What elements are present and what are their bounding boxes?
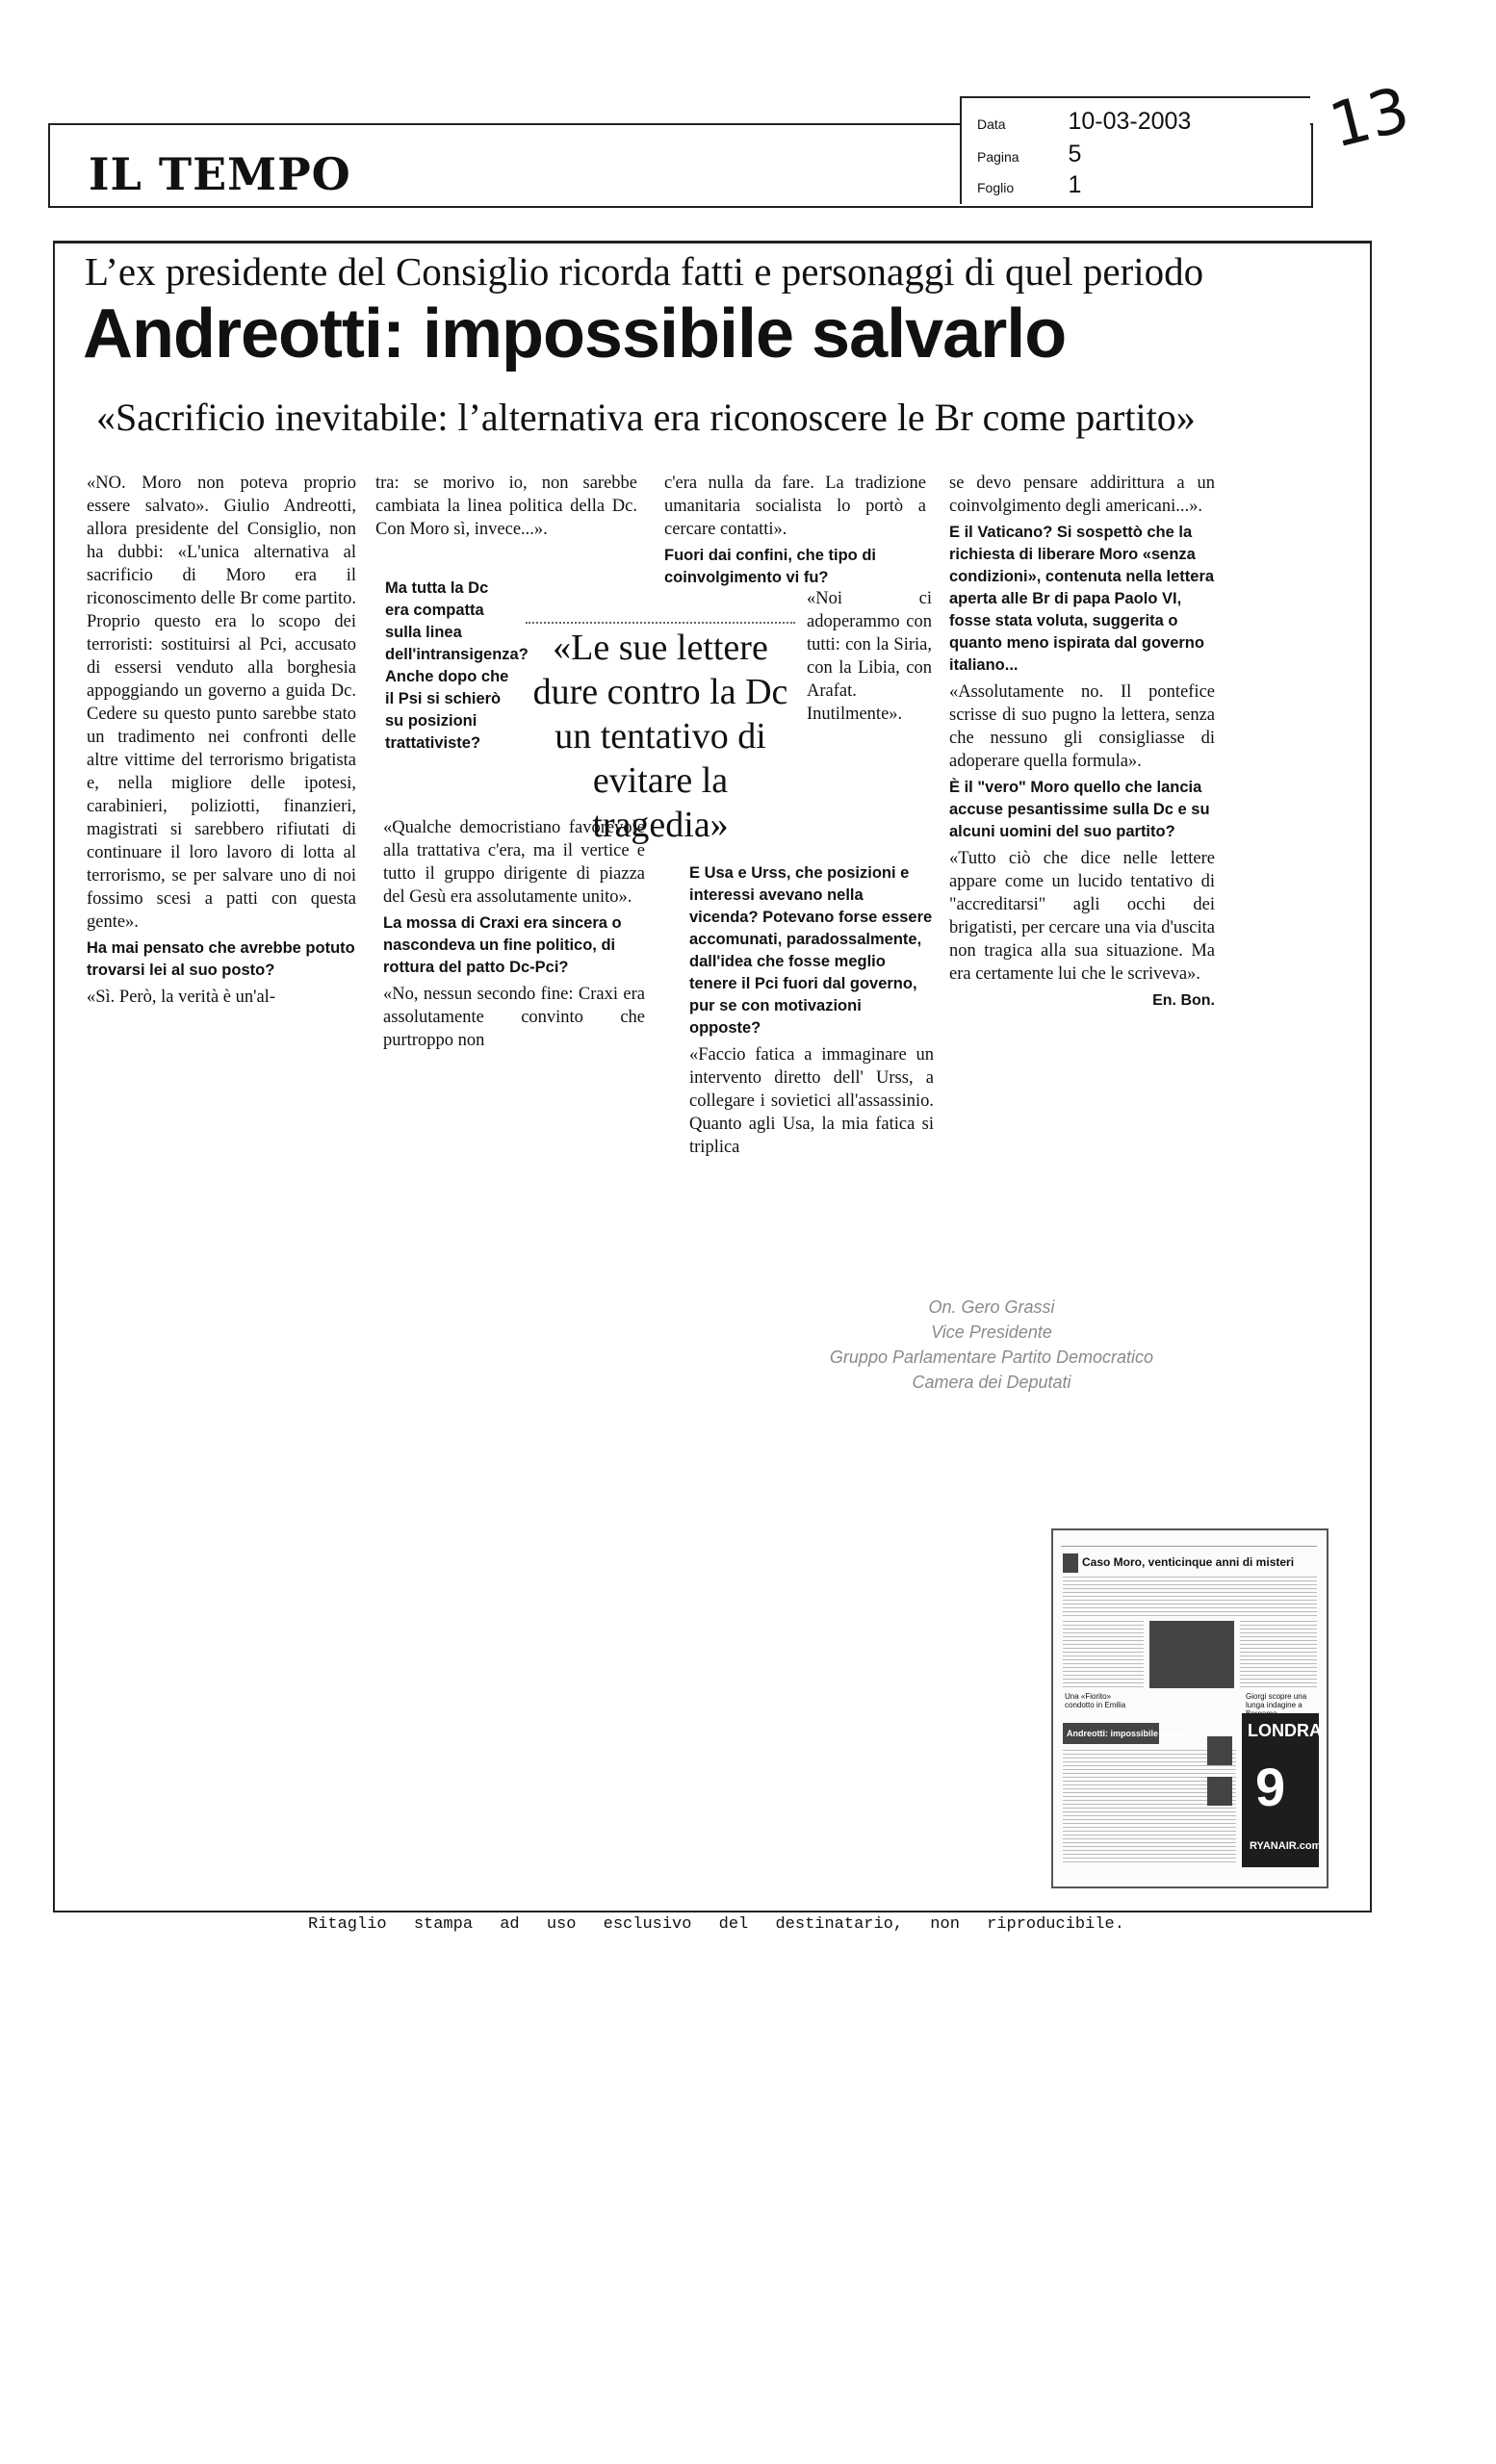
paragraph: «Noi ci adoperammo con tutti: con la Siria, con la Libia, con Arafat. Inutilmente». [807, 589, 932, 724]
paragraph: «Qualche democristiano favorevole alla trattativa c'era, ma il vertice e tutto il gruppo dirigente di piazza del Gesù era assolutamente unito». [383, 818, 645, 907]
stamp-group: Gruppo Parlamentare Partito Democratico [829, 1348, 1154, 1367]
sheet-label: Foglio [977, 180, 1015, 195]
page-value: 5 [1068, 141, 1082, 167]
stamp-institution: Camera dei Deputati [912, 1373, 1071, 1392]
paragraph: c'era nulla da fare. La tradizione umanitaria socialista lo portò a cercare contatti». [664, 474, 926, 539]
article-column-3-top [664, 472, 926, 593]
clipping-disclaimer: Ritaglio stampa ad uso esclusivo del destinatario, non riproducibile. [308, 1915, 1124, 1934]
article-headline: Andreotti: impossibile salvarlo [83, 295, 1067, 372]
date-label: Data [977, 116, 1006, 132]
thumbnail-photo [1149, 1621, 1234, 1688]
sheet-value: 1 [1068, 171, 1082, 198]
office-stamp [770, 1295, 1213, 1395]
thumbnail-photo [1207, 1736, 1232, 1765]
advert-city: LONDRA [1248, 1721, 1322, 1740]
paragraph: «Assolutamente no. Il pontefice scrisse di suo pugno la lettera, senza che nessuno gli consigliasse di adoperare quella formula». [949, 682, 1215, 771]
article-column-2-top [375, 472, 637, 543]
article-column-2-wrap [385, 574, 529, 758]
article-column-1 [87, 472, 356, 1011]
thumbnail-text-block [1063, 1577, 1317, 1617]
interview-question: E Usa e Urss, che posizioni e interessi avevano nella vicenda? Potevano forse essere accomunati, paradossalmente, dall'idea che fosse meglio tenere il Pci fuori dal governo, pur se con motivazioni opposte? [689, 864, 933, 1037]
paragraph: «NO. Moro non poteva proprio essere salvato». Giulio Andreotti, allora presidente del Consiglio, non ha dubbi: «L'unica alternativa al sacrificio di Moro era il riconoscimento delle Br come partito. Proprio questo era lo scopo dei terroristi: sostituirsi al Pci, accusato di essersi venduto alla borghesia appoggiando un governo a guida Dc. Cedere su questo punto sarebbe stato un tradimento nei confronti delle altre vittime del terrorismo brigatista e, nella migliore delle ipotesi, carabinieri, poliziotti, finanzieri, magistrati si sarebbero rifiutati di continuare il loro lavoro di lotta al terrorismo, se per salvare uno di noi fossimo scesi a patti con questa gente». [87, 474, 356, 932]
date-page-info [960, 96, 1310, 204]
thumbnail-right-box: Giorgi scopre una lunga indagine a [1246, 1692, 1307, 1709]
masthead-box [48, 108, 1313, 208]
page-thumbnail [1051, 1528, 1328, 1888]
thumbnail-photo [1207, 1777, 1232, 1806]
article-kicker: L’ex presidente del Consiglio ricorda fatti e personaggi di quel periodo [85, 249, 1204, 294]
thumbnail-top-rule [1061, 1536, 1317, 1547]
thumbnail-text-block [1240, 1621, 1317, 1688]
interview-question: E il Vaticano? Si sospettò che la richiesta di liberare Moro «senza condizioni», contenuta nella lettera aperta alle Br di papa Paolo VI, fosse stata voluta, suggerita o quanto meno ispirata dal governo italiano... [949, 524, 1215, 674]
article-column-3-wrap [807, 587, 932, 728]
paragraph: «No, nessun secondo fine: Craxi era assolutamente convinto che purtroppo non [383, 985, 645, 1050]
article-subhead: «Sacrificio inevitabile: l’alternativa era riconoscere le Br come partito» [96, 396, 1196, 439]
paragraph: tra: se morivo io, non sarebbe cambiata la linea politica della Dc. Con Moro sì, invece...». [375, 474, 637, 539]
handwritten-page-number: 13 [1323, 74, 1417, 163]
thumbnail-photo [1063, 1553, 1078, 1573]
sheet-row [977, 171, 1081, 199]
paragraph: se devo pensare addirittura a un coinvolgimento degli americani...». [949, 474, 1215, 516]
advert-price: 9 [1255, 1757, 1286, 1817]
paragraph: «Sì. Però, la verità è un'al- [87, 988, 275, 1007]
author-signature: En. Bon. [1152, 992, 1215, 1009]
paragraph: «Faccio fatica a immaginare un intervento diretto dell' Urss, a collegare i sovietici all'assassinio. Quanto agli Usa, la mia fatica si triplica [689, 1045, 934, 1157]
thumbnail-left-box: Una «Fiorito» condotto in Emilia [1065, 1692, 1126, 1709]
article-column-2-bottom [383, 816, 645, 1054]
article-column-4 [949, 472, 1215, 1014]
thumbnail-article-title: Andreotti: impossibile salvarlo [1067, 1729, 1194, 1738]
interview-question: Ha mai pensato che avrebbe potuto trovarsi lei al suo posto? [87, 939, 355, 979]
advert-brand: RYANAIR.com [1250, 1840, 1322, 1852]
date-row [977, 108, 1191, 136]
interview-question: È il "vero" Moro quello che lancia accuse pesantissime sulla Dc e su alcuni uomini del suo partito? [949, 779, 1210, 840]
stamp-name: On. Gero Grassi [928, 1297, 1055, 1317]
interview-question: Ma tutta la Dc era compatta sulla linea dell'intransigenza? Anche dopo che il Psi si schierò su posizioni trattativiste? [385, 579, 529, 752]
pullquote-rule [526, 622, 795, 624]
page-label: Pagina [977, 149, 1019, 165]
page-row [977, 141, 1081, 168]
thumbnail-advert [1242, 1713, 1322, 1867]
interview-question: La mossa di Craxi era sincera o nascondeva un fine politico, di rottura del patto Dc-Pci? [383, 914, 622, 976]
stamp-role: Vice Presidente [931, 1322, 1052, 1342]
newspaper-logo: IL TEMPO [89, 148, 351, 200]
pullquote: «Le sue lettere dure contro la Dc un tentativo di evitare la tragedia» [532, 628, 788, 845]
thumbnail-text-block [1063, 1750, 1236, 1865]
article-column-3-bottom [689, 859, 934, 1161]
paragraph: «Tutto ciò che dice nelle lettere appare come un lucido tentativo di "accreditarsi" agli occhi dei brigatisti, per cercare una via d'uscita non tragica alla sua situazione. Ma era certamente lui che le scriveva». [949, 849, 1215, 984]
date-value: 10-03-2003 [1068, 108, 1192, 135]
interview-question: Fuori dai confini, che tipo di coinvolgimento vi fu? [664, 547, 876, 586]
thumbnail-headline: Caso Moro, venticinque anni di misteri [1082, 1555, 1295, 1569]
thumbnail-text-block [1063, 1621, 1144, 1688]
